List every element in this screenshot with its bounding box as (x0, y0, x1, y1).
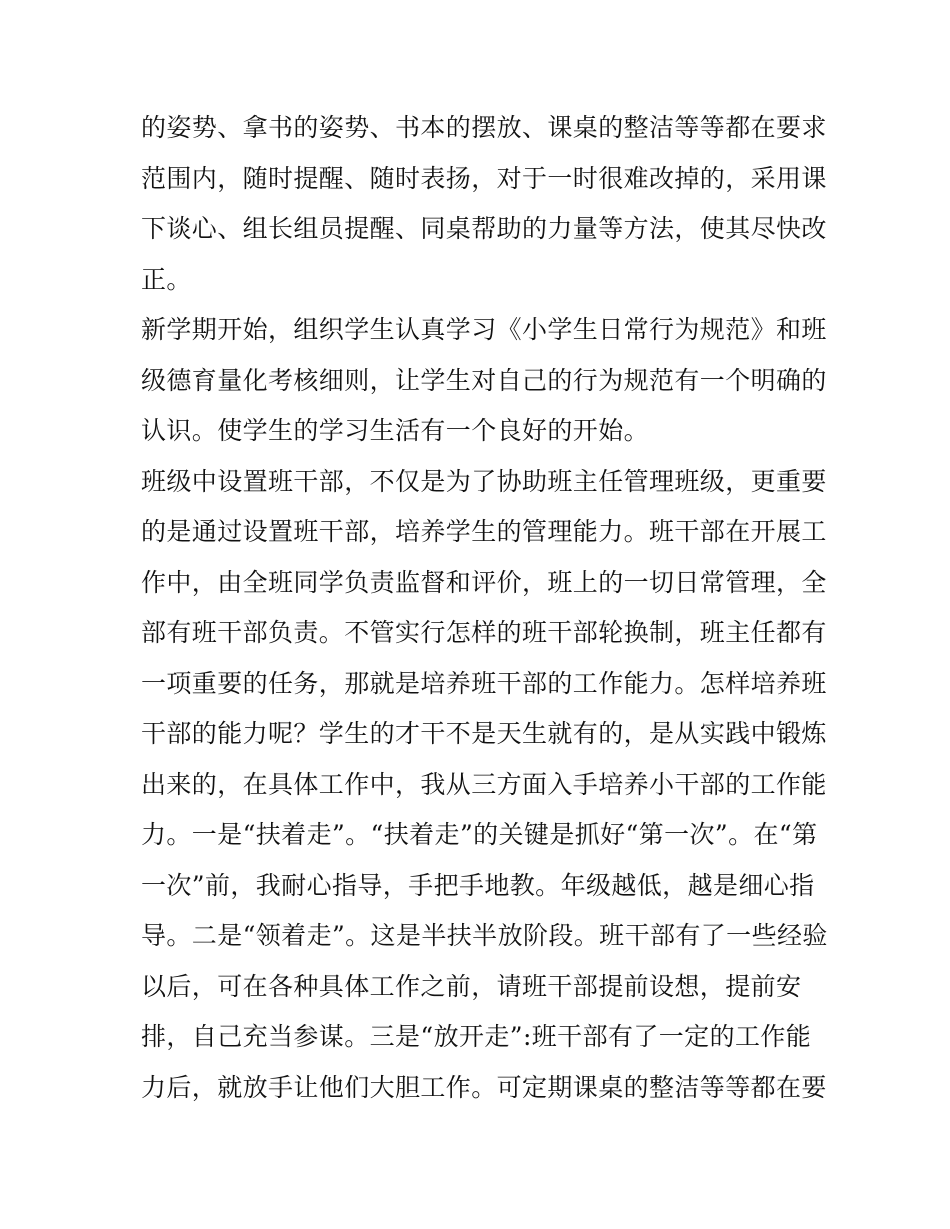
text-line: 作中，由全班同学负责监督和评价，班上的一切日常管理，全 (141, 567, 827, 597)
text-line: 出来的，在具体工作中，我从三方面入手培养小干部的工作能 (141, 769, 827, 799)
text-line: 干部的能力呢？学生的才干不是天生就有的，是从实践中锻炼 (141, 719, 827, 748)
text-line: 认识。使学生的学习生活有一个良好的开始。 (141, 416, 650, 445)
text-line: 下谈心、组长组员提醒、同桌帮助的力量等方法，使其尽快改 (141, 214, 827, 243)
text-line: 正。 (141, 264, 192, 294)
text-line: 力后，就放手让他们大胆工作。可定期课桌的整洁等等都在要 (141, 1072, 827, 1102)
text-line: 导。二是“领着走”。这是半扶半放阶段。班干部有了一些经验 (141, 921, 828, 950)
text-line: 一次”前，我耐心指导，手把手地教。年级越低，越是细心指 (141, 870, 815, 900)
text-line: 班级中设置班干部，不仅是为了协助班主任管理班级，更重要 (141, 466, 827, 496)
text-line: 的姿势、拿书的姿势、书本的摆放、课桌的整洁等等都在要求 (141, 113, 827, 142)
text-line: 排，自己充当参谋。三是“放开走”:班干部有了一定的工作能 (141, 1022, 812, 1051)
text-line: 新学期开始，组织学生认真学习《小学生日常行为规范》和班 (141, 315, 827, 344)
text-line: 部有班干部负责。不管实行怎样的班干部轮换制，班主任都有 (141, 618, 827, 647)
text-line: 一项重要的任务，那就是培养班干部的工作能力。怎样培养班 (141, 668, 827, 698)
text-line: 以后，可在各种具体工作之前，请班干部提前设想，提前安 (141, 971, 802, 1001)
text-line: 的是通过设置班干部，培养学生的管理能力。班干部在开展工 (141, 517, 827, 546)
text-line: 力。一是“扶着走”。“扶着走”的关键是抓好“第一次”。在“第 (141, 820, 818, 849)
body-text (141, 103, 828, 1113)
text-line: 级德育量化考核细则，让学生对自己的行为规范有一个明确的 (141, 365, 827, 395)
text-line: 范围内，随时提醒、随时表扬，对于一时很难改掉的，采用课 (141, 163, 827, 193)
